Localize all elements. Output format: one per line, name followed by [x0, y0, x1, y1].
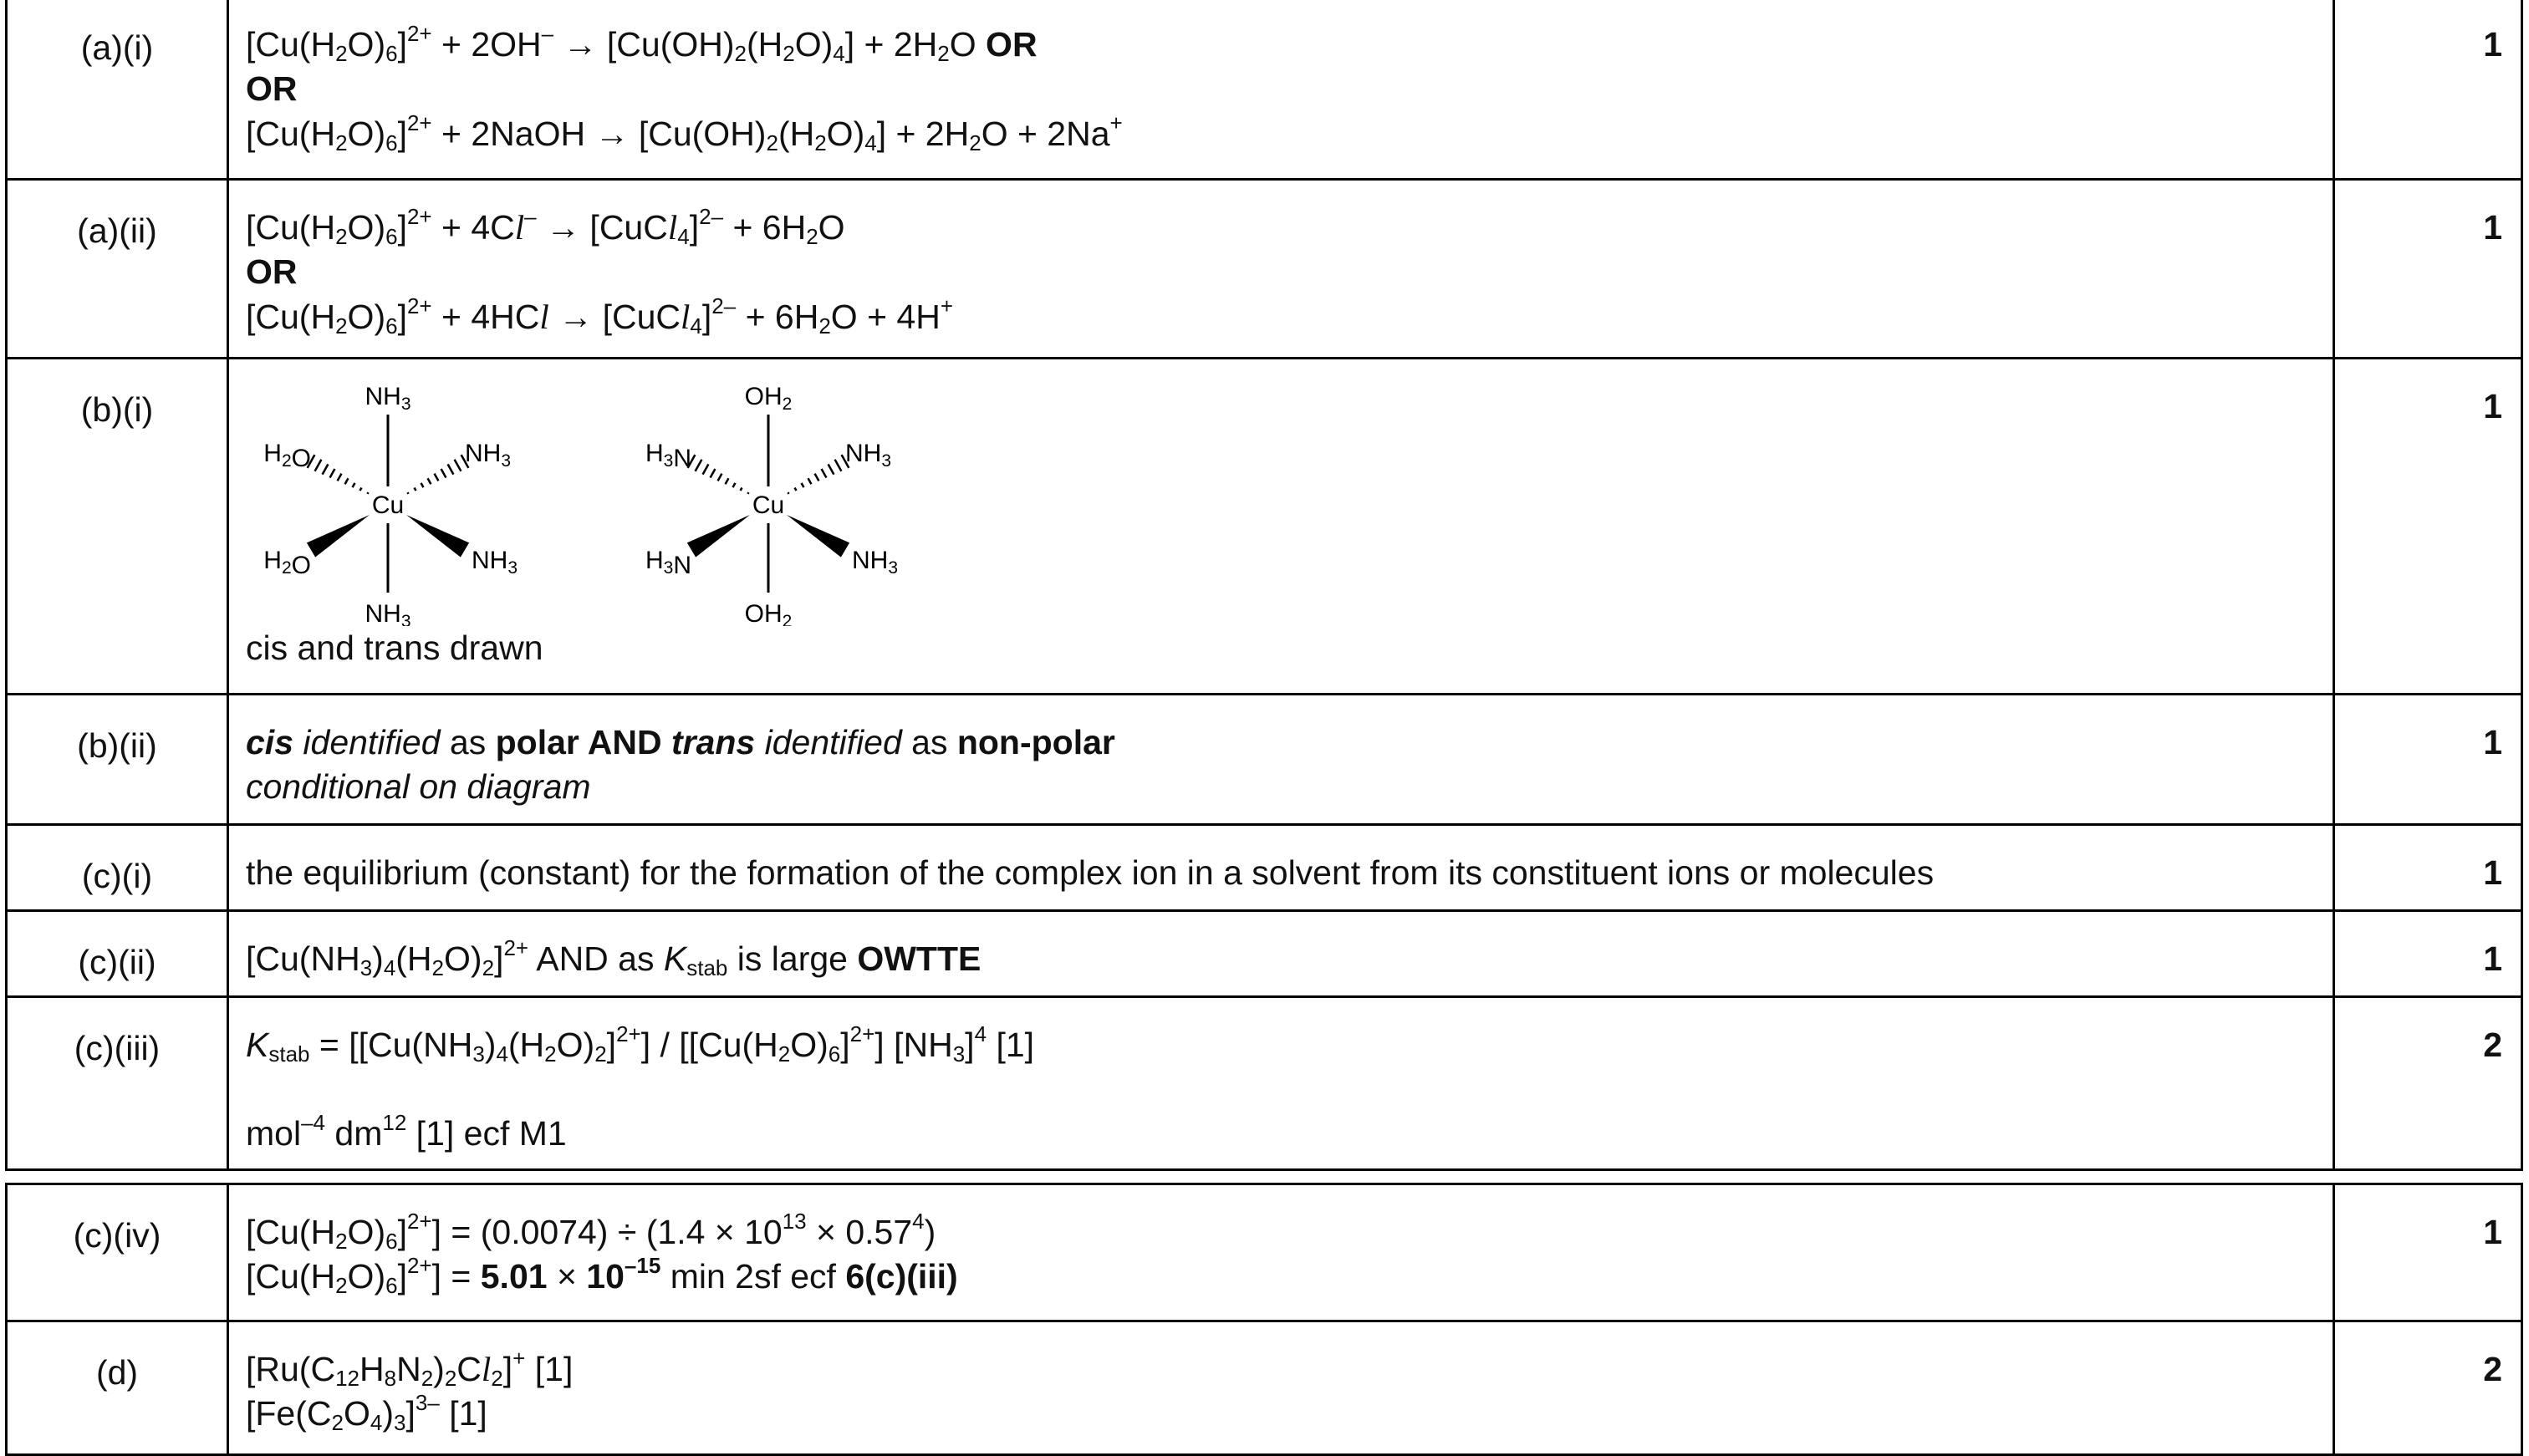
- bold-text: OR: [986, 25, 1038, 64]
- text-run: O): [790, 1026, 829, 1064]
- text-run: ] = (0.0074) ÷ (1.4 × 10: [431, 1213, 783, 1251]
- text-run: C: [456, 1350, 482, 1388]
- text-run: H: [359, 1350, 385, 1388]
- text-run: ): [382, 1394, 394, 1433]
- superscript: –4: [301, 1110, 325, 1136]
- wedge-bond-lower-right: [787, 515, 849, 557]
- text-run: O): [826, 114, 865, 153]
- text-run: [Cu(H: [246, 208, 336, 247]
- text-run: → [CuC: [548, 297, 681, 336]
- superscript: 2+: [406, 109, 432, 135]
- subscript: 4: [677, 224, 690, 249]
- mark-scheme-row: [7, 0, 2522, 180]
- hashed-bond-upper-right: [808, 478, 812, 484]
- subscript: 2: [331, 1410, 344, 1436]
- text-run: O): [444, 939, 482, 978]
- text-run: ]: [397, 114, 407, 153]
- text-run: (H: [507, 1026, 545, 1064]
- text-run: ): [924, 1213, 936, 1251]
- ligand-label: $H_3N$: [645, 440, 691, 472]
- superscript: 2–: [711, 293, 737, 318]
- question-number: (d): [7, 1321, 228, 1455]
- mark-scheme-row: [7, 1184, 2522, 1321]
- marks-value: 1: [2334, 911, 2522, 997]
- text-run: the equilibrium (constant) for the formation of the complex ion in a solvent from its constituent ions or molecules: [246, 853, 1935, 892]
- text-run: (H: [778, 114, 815, 153]
- answer-line: [246, 1347, 2333, 1392]
- answer-line: [246, 765, 2333, 809]
- text-run: [Cu(H: [246, 1257, 336, 1296]
- text-run: ): [433, 1350, 445, 1388]
- ligand-label: $NH_3$: [365, 600, 411, 626]
- text-run: ): [484, 1026, 497, 1064]
- answer-line: [246, 1112, 2333, 1156]
- subscript: 2: [335, 224, 348, 249]
- bold-italic-text: trans: [670, 723, 756, 761]
- ligand-label: $H_2O$: [263, 440, 311, 472]
- hashed-bond-upper-left: [368, 492, 369, 494]
- answer-line: [246, 851, 2333, 895]
- subscript: 2: [783, 41, 795, 66]
- answer-line: [246, 206, 2333, 250]
- text-run: O): [347, 208, 386, 247]
- text-run: [Ru(C: [246, 1350, 336, 1388]
- subscript: 2: [937, 41, 950, 66]
- answer-cell: [228, 997, 2334, 1170]
- question-number: (c)(i): [7, 825, 228, 911]
- hashed-bond-upper-left: [345, 478, 349, 484]
- text-run: → [Cu(OH): [553, 25, 735, 64]
- ligand-label: $NH_3$: [852, 547, 899, 578]
- text-run: O): [556, 1026, 595, 1064]
- answer-cell: [228, 0, 2334, 180]
- answer-line: [246, 295, 2333, 339]
- text-run: [Cu(H: [246, 297, 336, 336]
- superscript: 2+: [406, 1253, 432, 1279]
- script-l: l: [680, 297, 691, 336]
- hashed-bond-upper-left: [353, 483, 355, 487]
- subscript: 3: [472, 1041, 485, 1067]
- text-run: N: [396, 1350, 421, 1388]
- bold-text: 10: [586, 1257, 625, 1296]
- ligand-label: $H_2O$: [263, 547, 311, 579]
- hashed-bond-upper-left: [703, 464, 709, 474]
- subscript: 4: [383, 955, 396, 980]
- italic-text: conditional on diagram: [246, 767, 591, 807]
- hashed-bond-upper-right: [795, 488, 797, 491]
- text-run: ]: [965, 1026, 975, 1064]
- subscript: 6: [385, 130, 398, 155]
- question-number: (c)(iv): [7, 1184, 228, 1321]
- hashed-bond-upper-left: [733, 483, 736, 487]
- subscript: 6: [385, 313, 398, 339]
- ligand-label: Cu: [752, 491, 785, 519]
- text-run: dm: [325, 1114, 383, 1153]
- ligand-label: $H_3N$: [645, 547, 691, 579]
- text-run: O + 4H: [830, 297, 941, 336]
- subscript: 12: [335, 1366, 359, 1391]
- subscript: stab: [268, 1041, 310, 1067]
- italic-text: identified: [303, 723, 441, 761]
- subscript: 2: [806, 224, 818, 249]
- answer-cell: [228, 911, 2334, 997]
- bold-italic-text: cis: [246, 723, 293, 761]
- answer-line: [246, 1255, 2333, 1299]
- text-run: is large: [727, 939, 858, 978]
- italic-text: K: [663, 939, 687, 978]
- marks-value: 2: [2334, 1321, 2522, 1455]
- superscript: 4: [912, 1209, 925, 1234]
- subscript: 2: [491, 1366, 503, 1391]
- mark-scheme-body-part1: [7, 0, 2522, 1170]
- ligand-label: $NH_3$: [465, 440, 512, 471]
- answer-line: [246, 937, 2333, 981]
- subscript: 2: [421, 1366, 434, 1391]
- text-run: O): [347, 1213, 386, 1251]
- marks-value: 1: [2334, 695, 2522, 825]
- hashed-bond-upper-right: [408, 492, 409, 494]
- text-run: ): [372, 939, 384, 978]
- superscript: +: [1109, 109, 1123, 135]
- text-run: O: [949, 25, 987, 64]
- text-run: min 2sf ecf: [660, 1257, 846, 1296]
- text-run: [1]: [525, 1350, 574, 1388]
- text-run: ]: [397, 1213, 407, 1251]
- text-run: [Cu(NH: [246, 939, 360, 978]
- text-run: [Cu(H: [246, 25, 336, 64]
- subscript: 6: [385, 1229, 398, 1254]
- subscript: 2: [818, 313, 831, 339]
- subscript: 2: [594, 1041, 607, 1067]
- superscript: 2+: [406, 204, 432, 229]
- hashed-bond-upper-right: [415, 488, 416, 491]
- italic-text: identified: [764, 723, 902, 761]
- ligand-label: $NH_3$: [845, 440, 892, 471]
- text-run: ]: [405, 1394, 416, 1433]
- text-run: [1]: [987, 1026, 1035, 1064]
- text-run: cis and trans drawn: [246, 629, 543, 667]
- hashed-bond-upper-left: [741, 488, 742, 491]
- script-l: l: [539, 297, 549, 336]
- subscript: 6: [385, 1273, 398, 1299]
- text-run: + 4C: [431, 208, 515, 247]
- answer-line: [246, 1392, 2333, 1436]
- text-run: ]: [701, 297, 712, 336]
- mark-scheme-row: [7, 1321, 2522, 1455]
- superscript: 2+: [406, 21, 432, 46]
- text-run: [1]: [439, 1394, 487, 1433]
- answer-cell: [228, 1321, 2334, 1455]
- text-run: ]: [397, 297, 407, 336]
- subscript: 2: [814, 130, 827, 155]
- text-run: ×: [547, 1257, 587, 1296]
- text-run: ] + 2H: [876, 114, 970, 153]
- hashed-bond-upper-left: [330, 469, 335, 477]
- subscript: 2: [482, 955, 495, 980]
- mark-scheme-row: [7, 911, 2522, 997]
- superscript: 2+: [849, 1021, 875, 1046]
- text-run: + 2NaOH → [Cu(OH): [431, 114, 767, 153]
- superscript: 3–: [415, 1390, 440, 1416]
- hashed-bond-upper-left: [726, 478, 729, 484]
- mark-scheme-table-part1: [5, 0, 2523, 1171]
- text-run: ]: [502, 1350, 513, 1388]
- subscript: 2: [778, 1041, 791, 1067]
- mark-scheme-row: [7, 180, 2522, 359]
- hashed-bond-upper-right: [815, 474, 819, 481]
- subscript: 8: [384, 1366, 397, 1391]
- text-run: + 4HC: [431, 297, 540, 336]
- answer-line: [246, 23, 2333, 67]
- text-run: ] / [[Cu(H: [640, 1026, 778, 1064]
- ligand-label: $NH_3$: [472, 547, 518, 578]
- text-run: (H: [747, 25, 783, 64]
- answer-cell: [228, 1184, 2334, 1321]
- cis-isomer-structure: [263, 383, 518, 626]
- subscript: 2: [544, 1041, 557, 1067]
- text-run: AND as: [528, 939, 664, 978]
- mark-scheme-row: [7, 825, 2522, 911]
- hashed-bond-upper-right: [441, 469, 446, 477]
- text-run: [293, 723, 303, 761]
- answer-line: [246, 67, 2333, 111]
- text-run: × 0.57: [806, 1213, 913, 1251]
- text-run: → [CuC: [536, 208, 668, 247]
- text-run: O: [343, 1394, 370, 1433]
- subscript: 6: [385, 41, 398, 66]
- hashed-bond-upper-right: [428, 478, 431, 484]
- text-run: + 6H: [736, 297, 819, 336]
- hashed-bond-upper-right: [435, 474, 439, 481]
- hashed-bond-upper-right: [455, 460, 461, 471]
- bold-text: OR: [246, 252, 298, 292]
- text-run: ] + 2H: [844, 25, 938, 64]
- answer-cell: [228, 359, 2334, 695]
- text-run: [Cu(H: [246, 1213, 336, 1251]
- marks-value: 1: [2334, 825, 2522, 911]
- superscript: 2–: [699, 204, 724, 229]
- subscript: 4: [864, 130, 877, 155]
- answer-line: [246, 1210, 2333, 1255]
- text-run: ]: [494, 939, 504, 978]
- question-number: (b)(i): [7, 359, 228, 695]
- script-l: l: [481, 1350, 492, 1388]
- marks-value: 1: [2334, 359, 2522, 695]
- question-number: (c)(iii): [7, 997, 228, 1170]
- text-run: O: [818, 208, 845, 247]
- wedge-bond-lower-left: [687, 515, 750, 557]
- question-number: (a)(i): [7, 0, 228, 180]
- text-run: [1] ecf M1: [406, 1114, 567, 1153]
- text-run: O): [347, 114, 386, 153]
- answer-cell: [228, 695, 2334, 825]
- subscript: 2: [969, 130, 982, 155]
- subscript: 2: [734, 41, 747, 66]
- text-run: ]: [689, 208, 700, 247]
- superscript: 2+: [406, 293, 432, 318]
- text-run: = [[Cu(NH: [309, 1026, 473, 1064]
- mark-scheme-row: [7, 695, 2522, 825]
- answer-line: [246, 720, 2333, 765]
- hashed-bond-upper-left: [748, 492, 749, 494]
- subscript: 6: [385, 224, 398, 249]
- bold-text: non-polar: [956, 723, 1115, 761]
- mark-scheme-body-part2: [7, 1184, 2522, 1455]
- subscript: 2: [766, 130, 778, 155]
- subscript: 3: [359, 955, 373, 980]
- hashed-bond-upper-left: [696, 460, 702, 471]
- subscript: 2: [335, 1229, 348, 1254]
- wedge-bond-lower-left: [307, 515, 370, 557]
- subscript: 2: [335, 41, 348, 66]
- text-run: [Cu(H: [246, 114, 336, 153]
- marks-value: 1: [2334, 1184, 2522, 1321]
- subscript: 4: [690, 313, 702, 339]
- text-run: ]: [606, 1026, 617, 1064]
- superscript: 4: [974, 1021, 987, 1046]
- text-run: ] =: [431, 1257, 481, 1296]
- hashed-bond-upper-right: [788, 492, 789, 494]
- answer-line: [246, 250, 2333, 294]
- answer-cell: [228, 825, 2334, 911]
- answer-line: [246, 1067, 2333, 1112]
- superscript: 2+: [616, 1021, 641, 1046]
- trans-isomer-structure: [645, 383, 898, 626]
- question-number: (b)(ii): [7, 695, 228, 825]
- text-run: as: [901, 723, 957, 761]
- text-run: [Fe(C: [246, 1394, 332, 1433]
- isomer-structures-diagram: [246, 371, 998, 626]
- script-l: l: [667, 208, 678, 247]
- hashed-bond-upper-right: [421, 483, 424, 487]
- subscript: 4: [496, 1041, 508, 1067]
- hashed-bond-upper-left: [323, 464, 329, 474]
- text-run: (H: [395, 939, 432, 978]
- wedge-bond-lower-right: [406, 515, 469, 557]
- text-run: + 6H: [723, 208, 807, 247]
- question-number: (c)(ii): [7, 911, 228, 997]
- italic-text: K: [246, 1026, 269, 1064]
- text-run: O): [347, 1257, 386, 1296]
- text-run: as: [440, 723, 496, 761]
- bold-text: 6(c)(iii): [845, 1257, 958, 1296]
- text-run: O): [347, 25, 386, 64]
- answer-line: [246, 1023, 2333, 1067]
- hashed-bond-upper-right: [835, 460, 842, 471]
- marks-value: 1: [2334, 0, 2522, 180]
- subscript: 2: [335, 1273, 348, 1299]
- text-run: ]: [840, 1026, 850, 1064]
- hashed-bond-upper-left: [711, 469, 716, 477]
- answer-line: [246, 109, 2333, 156]
- bold-text: OR: [246, 69, 298, 109]
- subscript: 2: [335, 313, 348, 339]
- hashed-bond-upper-left: [315, 460, 322, 471]
- text-run: ] [NH: [874, 1026, 953, 1064]
- mark-scheme-row: [7, 359, 2522, 695]
- ligand-label: Cu: [371, 491, 405, 519]
- answer-cell: [228, 180, 2334, 359]
- hashed-bond-upper-left: [718, 474, 722, 481]
- superscript: +: [512, 1346, 526, 1371]
- superscript: 2+: [503, 935, 529, 960]
- text-run: + 2OH: [431, 25, 542, 64]
- superscript: –: [524, 204, 537, 229]
- text-run: mol: [246, 1114, 302, 1153]
- ligand-label: $OH_2$: [744, 383, 793, 414]
- hashed-bond-upper-left: [338, 474, 342, 481]
- text-run: O + 2Na: [981, 114, 1110, 153]
- subscript: 2: [444, 1366, 457, 1391]
- subscript: 4: [833, 41, 845, 66]
- text-run: ]: [397, 1257, 407, 1296]
- bold-text: polar AND: [495, 723, 671, 761]
- text-run: ]: [397, 208, 407, 247]
- subscript: 4: [370, 1410, 383, 1436]
- text-run: O): [794, 25, 834, 64]
- subscript: 6: [828, 1041, 841, 1067]
- text-run: ]: [397, 25, 407, 64]
- hashed-bond-upper-right: [802, 483, 804, 487]
- bold-text: 5.01: [480, 1257, 548, 1296]
- mark-scheme-row: [7, 997, 2522, 1170]
- superscript: –15: [624, 1253, 661, 1279]
- hashed-bond-upper-left: [360, 488, 362, 491]
- ligand-label: $OH_2$: [744, 600, 793, 626]
- mark-scheme-table-part2: [5, 1183, 2523, 1456]
- text-run: O): [347, 297, 386, 336]
- subscript: 2: [431, 955, 445, 980]
- superscript: 13: [782, 1209, 807, 1234]
- subscript: 2: [335, 130, 348, 155]
- subscript: 3: [952, 1041, 966, 1067]
- hashed-bond-upper-right: [448, 464, 454, 474]
- marks-value: 2: [2334, 997, 2522, 1170]
- subscript: stab: [686, 955, 728, 980]
- text-run: [755, 723, 764, 761]
- answer-line: [246, 626, 2333, 670]
- superscript: 12: [382, 1110, 407, 1136]
- script-l: l: [514, 208, 525, 247]
- hashed-bond-upper-right: [829, 464, 834, 474]
- superscript: +: [940, 293, 954, 318]
- superscript: 2+: [406, 1209, 432, 1234]
- subscript: 3: [394, 1410, 406, 1436]
- hashed-bond-upper-right: [822, 469, 827, 477]
- ligand-label: $NH_3$: [365, 383, 411, 414]
- superscript: –: [541, 21, 554, 46]
- bold-text: OWTTE: [857, 939, 982, 978]
- question-number: (a)(ii): [7, 180, 228, 359]
- marks-value: 1: [2334, 180, 2522, 359]
